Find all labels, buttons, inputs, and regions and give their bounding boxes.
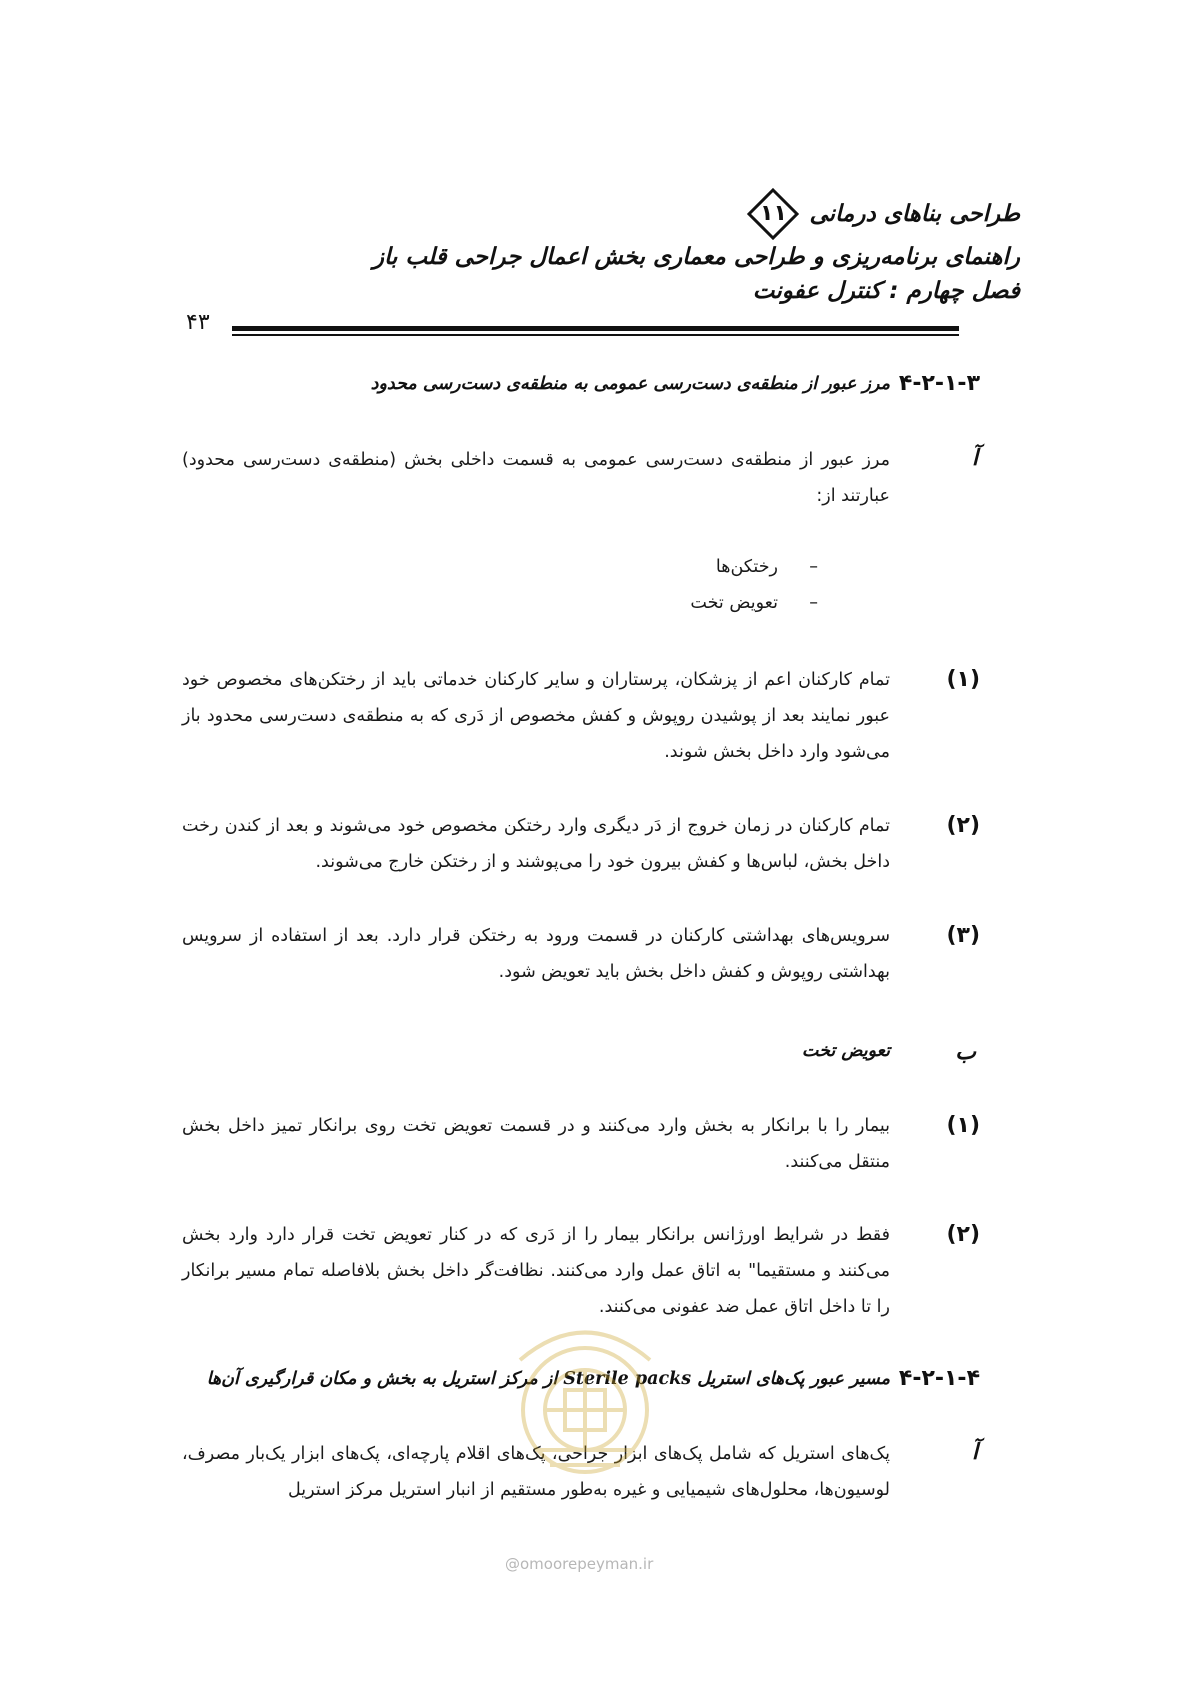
paragraph: بیمار را با برانکار به بخش وارد می‌کنند و در قسمت تعویض تخت روی برانکار تمیز داخل بخش منتقل می‌کنند.	[182, 1116, 890, 1172]
item-marker: آ	[971, 446, 978, 471]
point-marker: (۲)	[946, 813, 980, 838]
list-item-text: رختکن‌ها	[715, 557, 778, 577]
watermark-url: @omoorepeyman.ir	[505, 1555, 654, 1573]
paragraph: تمام کارکنان اعم از پزشکان، پرستاران و سایر کارکنان خدماتی باید از رختکن‌های مخصوص خود عبور نمایند بعد از پوشیدن روپوش و کفش مخصوص از دَری که به منطقه‌ی دست‌رسی محدود باز می‌شود وارد داخل بخش شوند.	[182, 670, 890, 762]
header-rule-thin	[232, 334, 959, 336]
list-item-text: تعویض تخت	[690, 593, 778, 613]
section-number: ۴-۲-۱-۳	[898, 371, 980, 396]
chapter-badge	[747, 188, 799, 240]
paragraph: فقط در شرایط اورژانس برانکار بیمار را از دَری که در کنار تعویض تخت قرار دارد وارد بخش می‌کنند و مستقیما" به اتاق عمل وارد می‌کنند. نظافت‌گر داخل بخش بلافاصله تمام مسیر برانکار را تا داخل اتاق عمل ضد عفونی می‌کنند.	[182, 1225, 890, 1317]
item-marker: ب	[955, 1040, 976, 1065]
item-marker: آ	[971, 1440, 978, 1465]
watermark-logo	[480, 1300, 690, 1500]
book-title-line	[260, 188, 1020, 240]
item-title: تعویض تخت	[801, 1041, 890, 1061]
section-number: ۴-۲-۱-۴	[898, 1366, 980, 1391]
paragraph: پک‌های استریل که شامل پک‌های ابزار جراحی، پک‌های اقلام پارچه‌ای، پک‌های ابزار یک‌بار مصرف، لوسیون‌ها، محلول‌های شیمیایی و غیره به‌طور مستقیم از انبار استریل مرکز استریل	[182, 1444, 890, 1500]
point-marker: (۲)	[946, 1222, 980, 1247]
guide-title: راهنمای برنامه‌ریزی و طراحی معماری بخش اعمال جراحی قلب باز	[372, 244, 1020, 270]
page-header	[260, 188, 1020, 308]
section-title-latin: Sterile packs	[563, 1369, 692, 1389]
page-number: ۴۳	[186, 310, 210, 335]
point-marker: (۳)	[946, 923, 980, 948]
point-marker: (۱)	[946, 667, 980, 692]
section-title: مرز عبور از منطقه‌ی دست‌رسی عمومی به منطقه‌ی دست‌رسی محدود	[370, 374, 890, 394]
dash-bullet: –	[809, 557, 818, 577]
section-title-part: مسیر عبور پک‌های استریل	[697, 1369, 890, 1389]
paragraph: سرویس‌های بهداشتی کارکنان در قسمت ورود به رختکن قرار دارد. بعد از استفاده از سرویس بهداشتی روپوش و کفش داخل بخش باید تعویض شود.	[182, 926, 890, 982]
header-rule-thick	[232, 326, 959, 331]
chapter-number: ۱۱	[760, 201, 787, 226]
book-title: طراحی بناهای درمانی	[809, 201, 1020, 227]
chapter-title: فصل چهارم : کنترل عفونت	[752, 278, 1020, 304]
paragraph: مرز عبور از منطقه‌ی دست‌رسی عمومی به قسمت داخلی بخش (منطقه‌ی دست‌رسی محدود) عبارتند از:	[182, 450, 890, 506]
paragraph: تمام کارکنان در زمان خروج از دَر دیگری وارد رختکن مخصوص خود می‌شوند و بعد از کندن رخت داخل بخش، لباس‌ها و کفش بیرون خود را می‌پوشند و از رختکن خارج می‌شوند.	[182, 816, 890, 872]
dash-bullet: –	[809, 593, 818, 613]
section-title-part: از مرکز استریل به بخش و مکان قرارگیری آن‌ها	[206, 1369, 558, 1389]
point-marker: (۱)	[946, 1113, 980, 1138]
